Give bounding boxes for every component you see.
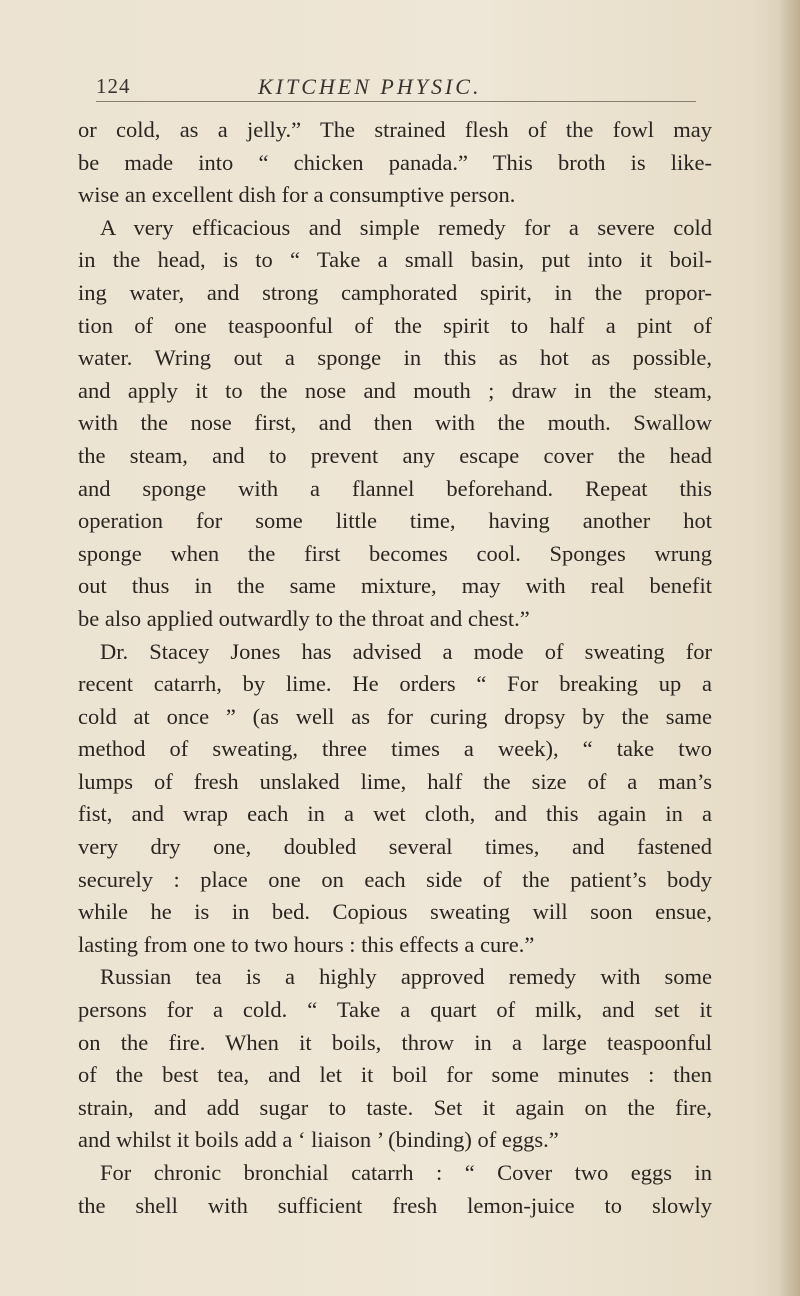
text-line: method of sweating, three times a week), “ take two (78, 736, 712, 762)
text-line: tion of one teaspoonful of the spirit to half a pint of (78, 312, 712, 338)
text-line: lasting from one to two hours : this effects a cure.” (78, 931, 535, 957)
body-text (78, 114, 712, 1222)
running-title: KITCHEN PHYSIC. (258, 74, 482, 99)
text-line: ing water, and strong camphorated spirit, in the propor- (78, 279, 712, 305)
text-line: and whilst it boils add a ‘ liaison ’ (binding) of eggs.” (78, 1127, 559, 1153)
header-rule (96, 101, 696, 102)
text-line: out thus in the same mixture, may with real benefit (78, 573, 712, 599)
text-line: A very efficacious and simple remedy for a severe cold (100, 214, 712, 240)
text-line: For chronic bronchial catarrh : “ Cover two eggs in (100, 1160, 712, 1185)
text-line: with the nose first, and then with the mouth. Swallow (78, 410, 712, 436)
text-line: Dr. Stacey Jones has advised a mode of sweating for (100, 638, 712, 664)
text-line: securely : place one on each side of the patient’s body (78, 866, 712, 892)
text-line: Russian tea is a highly approved remedy with some (100, 964, 712, 990)
page-number: 124 (96, 74, 131, 98)
text-line: operation for some little time, having another hot (78, 508, 712, 534)
page-header (96, 74, 696, 114)
text-line: fist, and wrap each in a wet cloth, and this again in a (78, 801, 712, 827)
text-line: persons for a cold. “ Take a quart of milk, and set it (78, 997, 712, 1023)
text-line: the steam, and to prevent any escape cover the head (78, 442, 712, 468)
text-line: cold at once ” (as well as for curing dropsy by the same (78, 703, 712, 729)
text-line: wise an excellent dish for a consumptive person. (78, 182, 516, 208)
text-line: and apply it to the nose and mouth ; draw in the steam, (78, 377, 712, 403)
text-line: lumps of fresh unslaked lime, half the size of a man’s (78, 768, 712, 794)
text-line: and sponge with a flannel beforehand. Repeat this (78, 475, 712, 501)
text-line: be made into “ chicken panada.” This broth is like- (78, 149, 712, 175)
text-line: the shell with sufficient fresh lemon-juice to slowly (78, 1192, 712, 1218)
text-line: very dry one, doubled several times, and fastened (78, 834, 712, 860)
text-line: in the head, is to “ Take a small basin, put into it boil- (78, 247, 712, 273)
text-line: on the fire. When it boils, throw in a large teaspoonful (78, 1029, 712, 1055)
text-line: recent catarrh, by lime. He orders “ For breaking up a (78, 671, 712, 697)
text-line: strain, and add sugar to taste. Set it again on the fire, (78, 1094, 712, 1120)
text-line: water. Wring out a sponge in this as hot as possible, (78, 345, 712, 371)
text-line: of the best tea, and let it boil for some minutes : then (78, 1062, 712, 1088)
text-line: while he is in bed. Copious sweating will soon ensue, (78, 899, 712, 925)
text-line: or cold, as a jelly.” The strained flesh of the fowl may (78, 117, 712, 142)
text-line: sponge when the first becomes cool. Sponges wrung (78, 540, 712, 566)
text-line: be also applied outwardly to the throat and chest.” (78, 605, 530, 631)
page-edge-shadow (778, 0, 800, 1296)
